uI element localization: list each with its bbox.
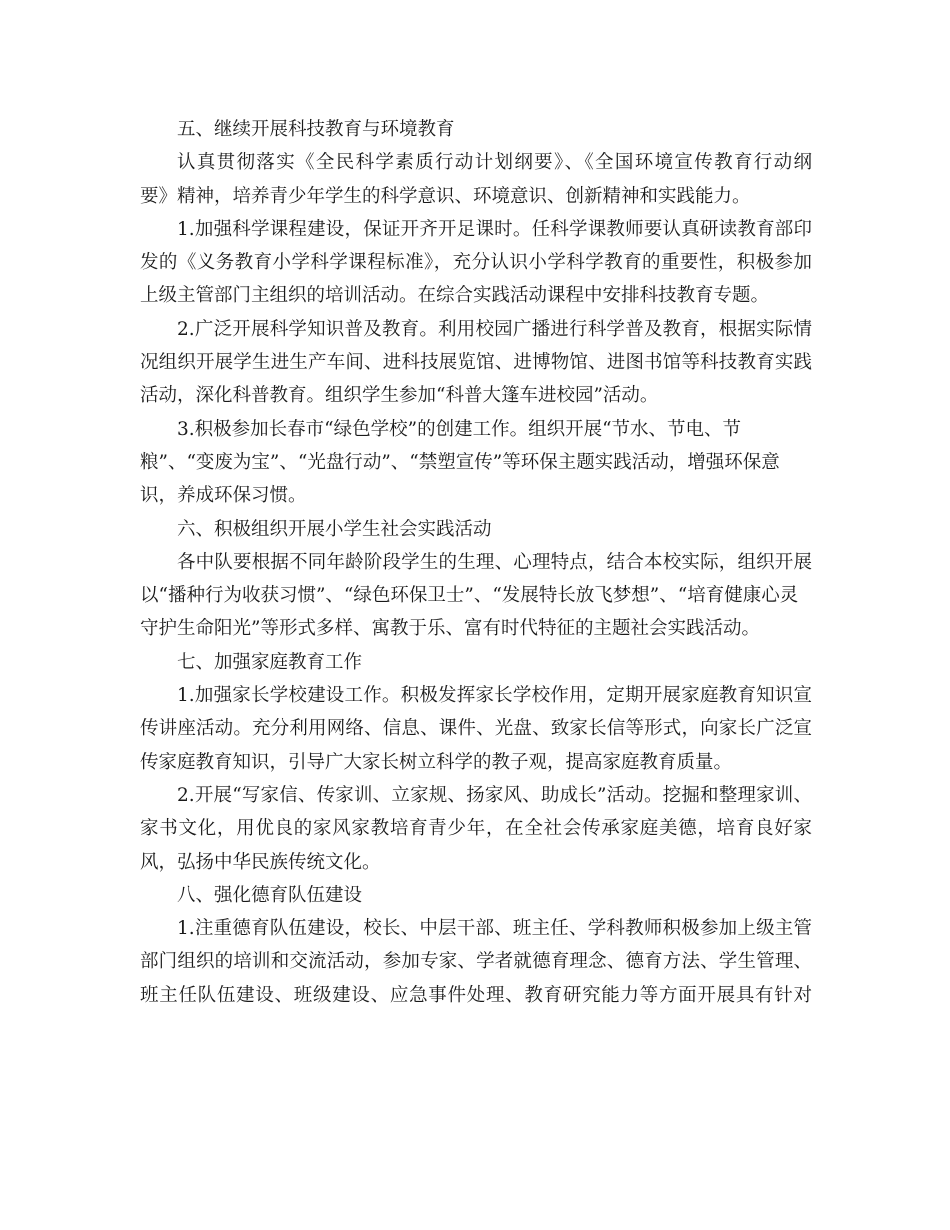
text-line: 况组织开展学生进生产车间、进科技展览馆、进博物馆、进图书馆等科技教育实践 bbox=[140, 352, 812, 374]
text-line: 要》精神，培养青少年学生的科学意识、环境意识、创新精神和实践能力。 bbox=[140, 185, 751, 207]
text-line: 上级主管部门主组织的培训活动。在综合实践活动课程中安排科技教育专题。 bbox=[140, 285, 770, 307]
text-line: 粮”、“变废为宝”、“光盘行动”、“禁塑宣传”等环保主题实践活动，增强环保意 bbox=[140, 451, 780, 473]
text-line: 守护生命阳光”等形式多样、寓教于乐、富有时代特征的主题社会实践活动。 bbox=[140, 618, 760, 640]
text-line: 班主任队伍建设、班级建设、应急事件处理、教育研究能力等方面开展具有针对 bbox=[140, 984, 812, 1006]
text-line: 1.加强家长学校建设工作。积极发挥家长学校作用，定期开展家庭教育知识宣 bbox=[177, 685, 812, 707]
text-line: 传讲座活动。充分利用网络、信息、课件、光盘、致家长信等形式，向家长广泛宣 bbox=[140, 718, 812, 740]
text-line: 活动，深化科普教育。组织学生参加“科普大篷车进校园”活动。 bbox=[140, 385, 659, 407]
text-line: 各中队要根据不同年龄阶段学生的生理、心理特点，结合本校实际，组织开展 bbox=[177, 551, 812, 573]
text-line: 识，养成环保习惯。 bbox=[140, 485, 307, 507]
document-body bbox=[140, 113, 812, 1012]
text-line: 部门组织的培训和交流活动，参加专家、学者就德育理念、德育方法、学生管理、 bbox=[140, 951, 812, 973]
text-line: 六、积极组织开展小学生社会实践活动 bbox=[177, 518, 492, 540]
text-line: 传家庭教育知识，引导广大家长树立科学的教子观，提高家庭教育质量。 bbox=[140, 751, 733, 773]
text-line: 八、强化德育队伍建设 bbox=[177, 884, 363, 906]
text-line: 以“播种行为收获习惯”、“绿色环保卫士”、“发展特长放飞梦想”、“培育健康心灵 bbox=[140, 585, 799, 607]
text-line: 1.加强科学课程建设，保证开齐开足课时。任科学课教师要认真研读教育部印 bbox=[177, 218, 812, 240]
text-line: 认真贯彻落实《全民科学素质行动计划纲要》、《全国环境宣传教育行动纲 bbox=[177, 152, 812, 174]
text-line: 七、加强家庭教育工作 bbox=[177, 651, 363, 673]
text-line: 发的《义务教育小学科学课程标准》，充分认识小学科学教育的重要性，积极参加 bbox=[140, 252, 812, 274]
text-line: 3.积极参加长春市“绿色学校”的创建工作。组织开展“节水、节电、节 bbox=[177, 418, 742, 440]
text-line: 家书文化，用优良的家风家教培育青少年，在全社会传承家庭美德，培育良好家 bbox=[140, 818, 812, 840]
text-line: 2.开展“写家信、传家训、立家规、扬家风、助成长”活动。挖掘和整理家训、 bbox=[177, 784, 812, 806]
text-line: 风，弘扬中华民族传统文化。 bbox=[140, 851, 381, 873]
text-line: 1.注重德育队伍建设，校长、中层干部、班主任、学科教师积极参加上级主管 bbox=[177, 918, 812, 940]
text-line: 2.广泛开展科学知识普及教育。利用校园广播进行科学普及教育，根据实际情 bbox=[177, 318, 812, 340]
text-line: 五、继续开展科技教育与环境教育 bbox=[177, 119, 455, 140]
